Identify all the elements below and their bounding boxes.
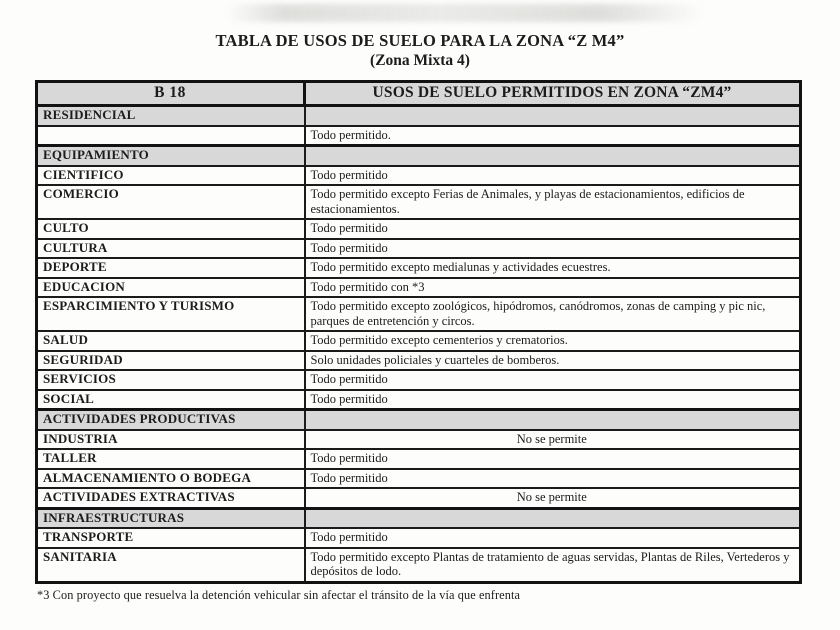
table-row [37, 469, 801, 489]
footnote: *3 Con proyecto que resuelva la detención vehicular sin afectar el tránsito de la vía que enfrenta [37, 587, 521, 602]
row-value: Todo permitido [305, 239, 801, 259]
row-value: Todo permitido excepto zoológicos, hipódromos, canódromos, zonas de camping y pic nic, parques de entretención y circos. [305, 297, 801, 331]
scan-artifact [225, 4, 705, 22]
row-label: INDUSTRIA [37, 430, 305, 450]
row-value: Todo permitido [305, 370, 801, 390]
table-row [37, 126, 801, 146]
table-row [37, 548, 801, 583]
row-value: Todo permitido [305, 449, 801, 469]
section-label: RESIDENCIAL [37, 106, 305, 126]
row-label: SEGURIDAD [37, 351, 305, 371]
section-row-infraestructuras [37, 508, 801, 528]
table-row [37, 166, 801, 186]
row-label: CULTO [37, 219, 305, 239]
row-label: SANITARIA [37, 548, 305, 583]
table-row [37, 370, 801, 390]
row-label: TRANSPORTE [37, 528, 305, 548]
section-label: EQUIPAMIENTO [37, 146, 305, 166]
row-value: Todo permitido. [305, 126, 801, 146]
table-row [37, 258, 801, 278]
table-header-row [37, 81, 801, 106]
row-label: SERVICIOS [37, 370, 305, 390]
row-value: Todo permitido excepto medialunas y actividades ecuestres. [305, 258, 801, 278]
page-title: TABLA DE USOS DE SUELO PARA LA ZONA “Z M4” [215, 31, 625, 50]
row-label: DEPORTE [37, 258, 305, 278]
row-label: CULTURA [37, 239, 305, 259]
section-row-equipamiento [37, 146, 801, 166]
section-label: ACTIVIDADES PRODUCTIVAS [37, 410, 305, 430]
row-label: ACTIVIDADES EXTRACTIVAS [37, 488, 305, 508]
row-label: SOCIAL [37, 390, 305, 410]
row-label: CIENTIFICO [37, 166, 305, 186]
table-row [37, 239, 801, 259]
table-row [37, 331, 801, 351]
row-value: No se permite [305, 488, 801, 508]
row-label: SALUD [37, 331, 305, 351]
row-value: Todo permitido [305, 390, 801, 410]
row-label: ESPARCIMIENTO Y TURISMO [37, 297, 305, 331]
table-row [37, 488, 801, 508]
table-row [37, 351, 801, 371]
table-row [37, 278, 801, 298]
row-label: EDUCACION [37, 278, 305, 298]
row-value: No se permite [305, 430, 801, 450]
zone-code-cell: B 18 [37, 81, 305, 106]
section-row-residencial [37, 106, 801, 126]
row-value: Todo permitido excepto Ferias de Animales, y playas de estacionamientos, edificios de estacionamientos. [305, 185, 801, 219]
row-value: Solo unidades policiales y cuarteles de bomberos. [305, 351, 801, 371]
section-value [305, 508, 801, 528]
page-subtitle: (Zona Mixta 4) [370, 52, 470, 70]
table-row [37, 528, 801, 548]
row-label: COMERCIO [37, 185, 305, 219]
section-row-actividades-productivas [37, 410, 801, 430]
section-value [305, 410, 801, 430]
row-value: Todo permitido [305, 469, 801, 489]
row-value: Todo permitido [305, 166, 801, 186]
table-row [37, 219, 801, 239]
row-value: Todo permitido excepto cementerios y crematorios. [305, 331, 801, 351]
row-label: ALMACENAMIENTO O BODEGA [37, 469, 305, 489]
table-row [37, 430, 801, 450]
land-use-table [35, 80, 802, 584]
table-row [37, 185, 801, 219]
table-title-cell: USOS DE SUELO PERMITIDOS EN ZONA “ZM4” [305, 81, 801, 106]
row-value: Todo permitido con *3 [305, 278, 801, 298]
table-row [37, 390, 801, 410]
table-row [37, 449, 801, 469]
row-label: TALLER [37, 449, 305, 469]
section-value [305, 146, 801, 166]
section-label: INFRAESTRUCTURAS [37, 508, 305, 528]
row-value: Todo permitido [305, 528, 801, 548]
row-value: Todo permitido excepto Plantas de tratamiento de aguas servidas, Plantas de Riles, Vertederos y depósitos de lodo. [305, 548, 801, 583]
section-value [305, 106, 801, 126]
row-label [37, 126, 305, 146]
row-value: Todo permitido [305, 219, 801, 239]
table-row [37, 297, 801, 331]
